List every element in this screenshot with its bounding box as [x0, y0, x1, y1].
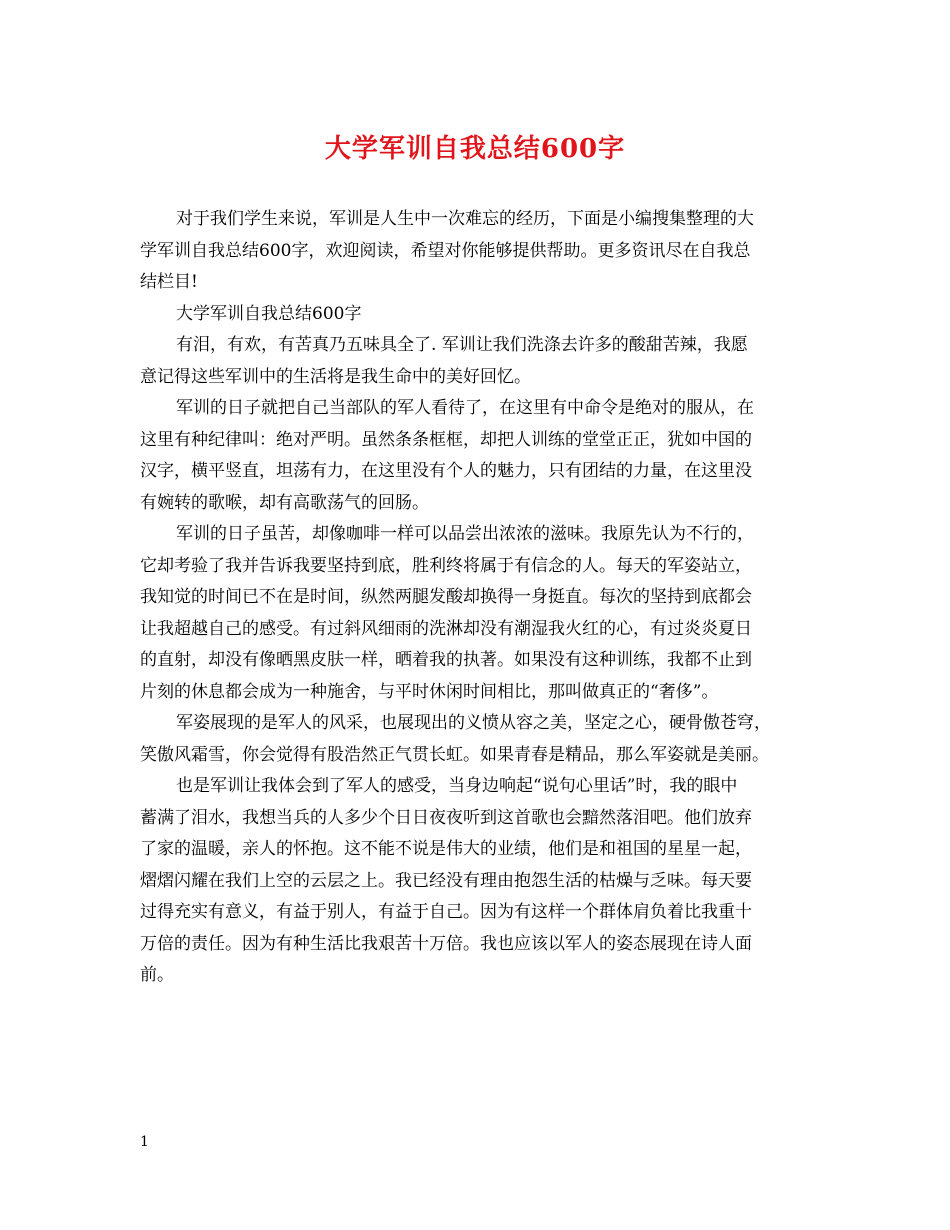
body-line: 熠熠闪耀在我们上空的云层之上。我已经没有理由抱怨生活的枯燥与乏味。每天要 — [140, 870, 752, 891]
body-line: 军姿展现的是军人的风采，也展现出的义愤从容之美，坚定之心，硬骨傲苍穹， — [176, 713, 771, 733]
body-line: 让我超越自己的感受。有过斜风细雨的洗淋却没有潮湿我火红的心，有过炎炎夏日 — [140, 618, 752, 639]
body-line: 了家的温暖，亲人的怀抱。这不能不说是伟大的业绩，他们是和祖国的星星一起， — [140, 839, 752, 859]
body-line: 军训的日子就把自己当部队的军人看待了，在这里有中命令是绝对的服从，在 — [176, 398, 754, 418]
body-line: 这里有种纪律叫：绝对严明。虽然条条框框，却把人训练的堂堂正正，犹如中国的 — [140, 429, 752, 450]
page-number: 1 — [140, 1134, 149, 1150]
document-title: 大学军训自我总结600字 — [324, 134, 626, 164]
body-line: 笑傲风霜雪，你会觉得有股浩然正气贯长虹。如果青春是精品，那么军姿就是美丽。 — [140, 744, 769, 765]
body-line: 对于我们学生来说，军训是人生中一次难忘的经历，下面是小编搜集整理的大 — [176, 209, 754, 229]
body-line: 结栏目! — [140, 272, 198, 292]
body-line: 我知觉的时间已不在是时间，纵然两腿发酸却换得一身挺直。每次的坚持到底都会 — [140, 587, 752, 607]
body-line: 军训的日子虽苦，却像咖啡一样可以品尝出浓浓的滋味。我原先认为不行的， — [176, 524, 754, 544]
body-line: 汉字，横平竖直，坦荡有力，在这里没有个人的魅力，只有团结的力量，在这里没 — [140, 461, 752, 481]
document-body — [140, 204, 812, 992]
body-line: 的直射，却没有像晒黑皮肤一样，晒着我的执著。如果没有这种训练，我都不止到 — [140, 650, 752, 670]
body-line: 前。 — [140, 965, 174, 985]
body-line: 片刻的休息都会成为一种施舍，与平时休闲时间相比，那叫做真正的“奢侈”。 — [140, 681, 719, 702]
body-line: 意记得这些军训中的生活将是我生命中的美好回忆。 — [140, 366, 531, 387]
body-line: 万倍的责任。因为有种生活比我艰苦十万倍。我也应该以军人的姿态展现在诗人面 — [140, 933, 752, 954]
body-line: 它却考验了我并告诉我要坚持到底，胜利终将属于有信念的人。每天的军姿站立， — [140, 555, 752, 576]
body-line: 蓄满了泪水，我想当兵的人多少个日日夜夜听到这首歌也会黯然落泪吧。他们放弃 — [140, 807, 752, 828]
section-subtitle: 大学军训自我总结600字 — [176, 303, 362, 324]
body-line: 也是军训让我体会到了军人的感受，当身边响起“说句心里话”时，我的眼中 — [176, 776, 738, 796]
body-line: 有婉转的歌喉，却有高歌荡气的回肠。 — [140, 492, 429, 513]
body-line: 有泪，有欢，有苦真乃五味具全了. 军训让我们洗涤去许多的酸甜苦辣，我愿 — [176, 335, 748, 355]
body-line: 过得充实有意义，有益于别人，有益于自己。因为有这样一个群体肩负着比我重十 — [140, 902, 752, 922]
body-line: 学军训自我总结600字，欢迎阅读，希望对你能够提供帮助。更多资讯尽在自我总 — [140, 240, 751, 261]
